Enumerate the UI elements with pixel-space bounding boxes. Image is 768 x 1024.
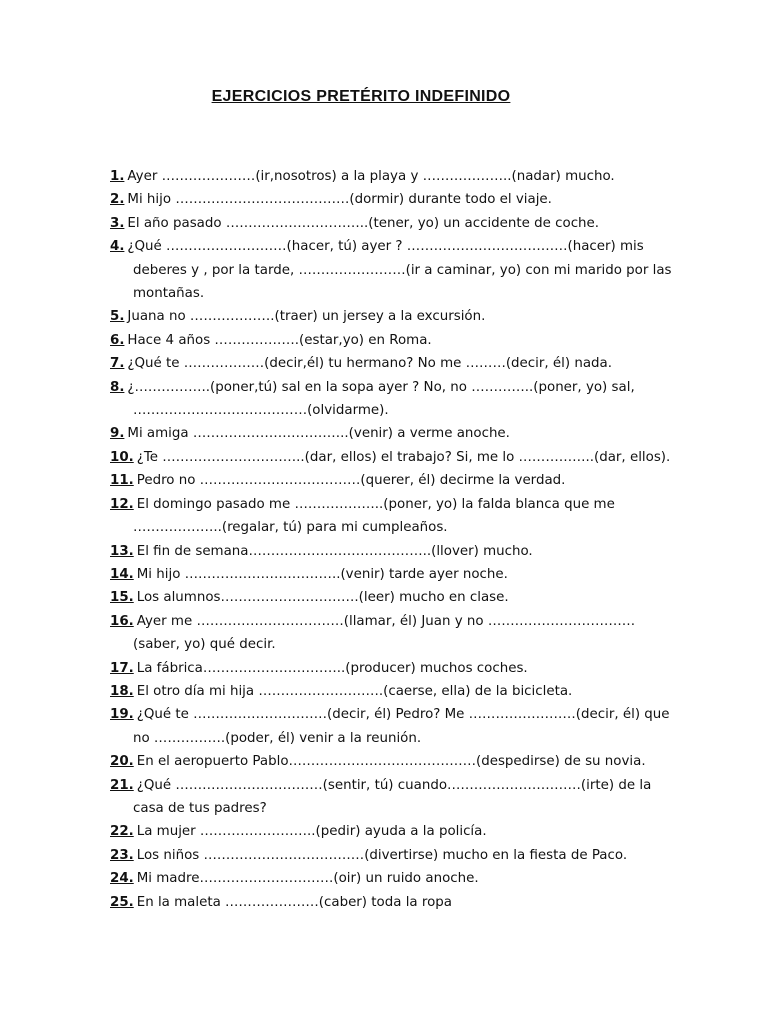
exercise-item: [110, 657, 675, 680]
exercise-text: Mi hijo …………………………………(dormir) durante todo el viaje.: [127, 192, 552, 208]
exercise-item: [110, 610, 675, 657]
exercise-number: 11.: [110, 473, 134, 489]
exercise-item: [110, 212, 675, 235]
exercise-item: [110, 305, 675, 328]
exercise-text: Ayer me ……………………………(llamar, él) Juan y no ……………………………(saber, yo) qué decir.: [133, 613, 636, 653]
worksheet-title: EJERCICIOS PRETÉRITO INDEFINIDO: [211, 88, 511, 105]
exercise-text: Los alumnos………………………….(leer) mucho en clase.: [136, 590, 509, 606]
exercise-item: [110, 376, 675, 423]
exercise-number: 14.: [110, 566, 134, 582]
exercise-text: El domingo pasado me ………………..(poner, yo) la falda blanca que me ………………..(regalar, tú) para mi cumpleaños.: [133, 496, 615, 536]
exercise-number: 3.: [110, 215, 125, 231]
exercise-number: 6.: [110, 332, 125, 348]
exercise-text: El año pasado …………………………..(tener, yo) un accidente de coche.: [127, 215, 600, 231]
exercise-number: 21.: [110, 777, 134, 793]
exercise-text: Pedro no ………………………………(querer, él) decirme la verdad.: [136, 473, 566, 489]
exercise-item: [110, 891, 675, 914]
exercise-number: 4.: [110, 239, 125, 255]
exercise-item: [110, 680, 675, 703]
exercise-text: La fábrica…………………………..(producer) muchos coches.: [136, 660, 528, 676]
exercise-number: 10.: [110, 449, 134, 465]
exercise-number: 13.: [110, 543, 134, 559]
exercise-item: [110, 493, 675, 540]
exercise-text: En el aeropuerto Pablo……………………………………(despedirse) de su novia.: [136, 754, 646, 770]
exercise-text: Los niños ………………………………(divertirse) mucho en la fiesta de Paco.: [136, 847, 628, 863]
exercise-text: El fin de semana…………………………………..(llover) mucho.: [136, 543, 533, 559]
exercise-number: 8.: [110, 379, 125, 395]
exercise-item: [110, 703, 675, 750]
exercise-text: En la maleta …………………(caber) toda la ropa: [136, 894, 452, 910]
exercise-number: 22.: [110, 824, 134, 840]
exercise-item: [110, 844, 675, 867]
exercise-item: [110, 235, 675, 305]
exercise-text: ¿Qué ………………………(hacer, tú) ayer ? ………………………………(hacer) mis deberes y , por la tarde, ……………………(ir a caminar, yo) con mi marido por las montañas.: [127, 239, 672, 302]
exercise-item: [110, 774, 675, 821]
exercise-text: Mi amiga ……………………………..(venir) a verme anoche.: [127, 426, 510, 442]
exercise-item: [110, 469, 675, 492]
exercise-number: 17.: [110, 660, 134, 676]
exercise-number: 25.: [110, 894, 134, 910]
exercise-number: 7.: [110, 356, 125, 372]
exercise-text: Ayer …………………(ir,nosotros) a la playa y ………………..(nadar) mucho.: [127, 169, 615, 184]
exercise-text: ¿Te …………………………..(dar, ellos) el trabajo? Si, me lo ……………..(dar, ellos).: [136, 449, 671, 465]
exercise-list: [110, 165, 675, 914]
exercise-text: ¿Qué ……………………………(sentir, tú) cuando…………………………(irte) de la casa de tus padres?: [133, 777, 652, 816]
exercise-item: [110, 563, 675, 586]
exercise-number: 15.: [110, 590, 134, 606]
exercise-number: 24.: [110, 871, 134, 887]
exercise-number: 19.: [110, 707, 134, 723]
exercise-text: ¿……………..(poner,tú) sal en la sopa ayer ? No, no …………..(poner, yo) sal, …………………………………(olvidarme).: [127, 379, 635, 419]
exercise-text: Hace 4 años ……………….(estar,yo) en Roma.: [127, 332, 432, 348]
exercise-text: Mi madre…………………………(oir) un ruido anoche.: [136, 871, 479, 887]
exercise-number: 20.: [110, 754, 134, 770]
exercise-number: 12.: [110, 496, 134, 512]
exercise-text: El otro día mi hija ……………………….(caerse, ella) de la bicicleta.: [136, 683, 573, 699]
exercise-item: [110, 422, 675, 445]
exercise-item: [110, 820, 675, 843]
exercise-number: 18.: [110, 683, 134, 699]
exercise-text: ¿Qué te …………………………(decir, él) Pedro? Me ……………………(decir, él) que no …………….(poder, él) venir a la reunión.: [133, 707, 670, 746]
exercise-item: [110, 446, 675, 469]
exercise-number: 1.: [110, 169, 125, 184]
exercise-item: [110, 586, 675, 609]
exercise-item: [110, 188, 675, 211]
exercise-number: 2.: [110, 192, 125, 208]
exercise-number: 5.: [110, 309, 125, 325]
exercise-number: 9.: [110, 426, 125, 442]
exercise-number: 16.: [110, 613, 134, 629]
exercise-text: ¿Qué te ………………(decir,él) tu hermano? No me ………(decir, él) nada.: [127, 356, 612, 372]
exercise-text: Juana no ……………….(traer) un jersey a la excursión.: [127, 309, 486, 325]
exercise-item: [110, 867, 675, 890]
exercise-text: Mi hijo ……………………………..(venir) tarde ayer noche.: [136, 566, 508, 582]
exercise-item: [110, 165, 675, 188]
exercise-item: [110, 352, 675, 375]
exercise-item: [110, 750, 675, 773]
exercise-text: La mujer ……………………..(pedir) ayuda a la policía.: [136, 824, 487, 840]
exercise-item: [110, 329, 675, 352]
exercise-number: 23.: [110, 847, 134, 863]
exercise-item: [110, 540, 675, 563]
